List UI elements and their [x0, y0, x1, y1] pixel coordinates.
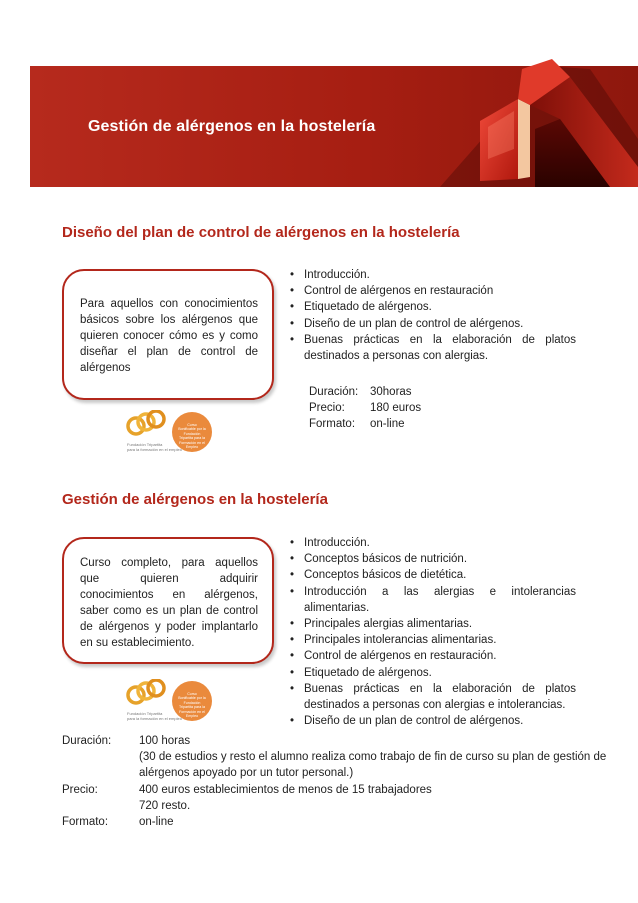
duration-value: 30horas	[370, 386, 412, 398]
course1-details	[309, 384, 421, 432]
fundacion-tripartita-logo-icon	[124, 679, 182, 727]
foundation-subtitle: para la formación en el empleo	[127, 716, 182, 721]
bonificable-badge-icon	[172, 681, 212, 721]
foundation-subtitle: para la formación en el empleo	[127, 447, 182, 452]
list-item: • Buenas prácticas en la elaboración de platos destinados a personas con alergias.	[290, 332, 576, 364]
bonificable-badge-icon	[172, 412, 212, 452]
badge-text: Curso Bonificable por la Fundación Tripartita para la Formación en el Empleo	[178, 423, 206, 450]
course2-description: Curso completo, para aquellos que quieren adquirir conocimientos en alérgenos, saber como es un plan de control de alérgenos y poder implantarlo en su establecimiento.	[80, 557, 258, 649]
course2-description-box	[62, 537, 274, 664]
course1-topic-list	[290, 267, 576, 364]
course2-sponsor-logos	[124, 679, 224, 727]
list-item: • Conceptos básicos de dietética.	[290, 567, 576, 583]
list-item: • Introducción.	[290, 535, 576, 551]
course2-title: Gestión de alérgenos en la hostelería	[62, 491, 328, 508]
list-item: • Etiquetado de alérgenos.	[290, 665, 576, 681]
badge-text: Curso Bonificable por la Fundación Tripartita para la Formación en el Empleo	[178, 692, 206, 719]
course2-topic-list	[290, 535, 576, 729]
format-value: on-line	[370, 418, 405, 430]
price-label: Precio:	[309, 402, 345, 414]
course1-title: Diseño del plan de control de alérgenos en la hostelería	[62, 224, 460, 241]
list-item: • Control de alérgenos en restauración	[290, 283, 576, 299]
list-item: • Introducción a las alergias e intolerancias alimentarias.	[290, 584, 576, 616]
list-item: • Principales alergias alimentarias.	[290, 616, 576, 632]
duration-note: (30 de estudios y resto el alumno realiza como trabajo de fin de curso su plan de gestión de alérgenos apoyado por un tutor personal.)	[139, 751, 607, 780]
list-item: • Introducción.	[290, 267, 576, 283]
price-value-rest: 720 resto.	[139, 799, 191, 812]
list-item: • Buenas prácticas en la elaboración de platos destinados a personas con alergias e intolerancias.	[290, 681, 576, 713]
course1-description-box	[62, 269, 274, 400]
foundation-name: Fundación Tripartita	[127, 711, 163, 716]
list-item: • Control de alérgenos en restauración.	[290, 648, 576, 664]
duration-label: Duración:	[309, 386, 359, 398]
list-item: • Etiquetado de alérgenos.	[290, 299, 576, 315]
header-banner	[30, 66, 638, 187]
fundacion-tripartita-logo-icon	[124, 410, 182, 458]
price-label: Precio:	[62, 783, 98, 796]
price-value: 400 euros establecimientos de menos de 15 trabajadores	[139, 783, 432, 796]
list-item: • Diseño de un plan de control de alérgenos.	[290, 713, 576, 729]
banner-title: Gestión de alérgenos en la hostelería	[88, 118, 376, 135]
duration-value: 100 horas	[139, 735, 191, 747]
course1-description: Para aquellos con conocimientos básicos sobre los alérgenos que quieren conocer cómo es y como diseñar el plan de control de alérgenos	[80, 298, 258, 374]
list-item: • Conceptos básicos de nutrición.	[290, 551, 576, 567]
foundation-name: Fundación Tripartita	[127, 442, 163, 447]
course2-details	[62, 733, 619, 830]
format-label: Formato:	[62, 816, 109, 829]
red-3d-block-logo-icon	[440, 59, 638, 187]
format-label: Formato:	[309, 418, 356, 430]
course1-sponsor-logos	[124, 410, 224, 458]
list-item: • Principales intolerancias alimentarias.	[290, 632, 576, 648]
list-item: • Diseño de un plan de control de alérgenos.	[290, 316, 576, 332]
format-value: on-line	[139, 816, 174, 829]
price-value: 180 euros	[370, 402, 422, 414]
duration-label: Duración:	[62, 735, 112, 747]
